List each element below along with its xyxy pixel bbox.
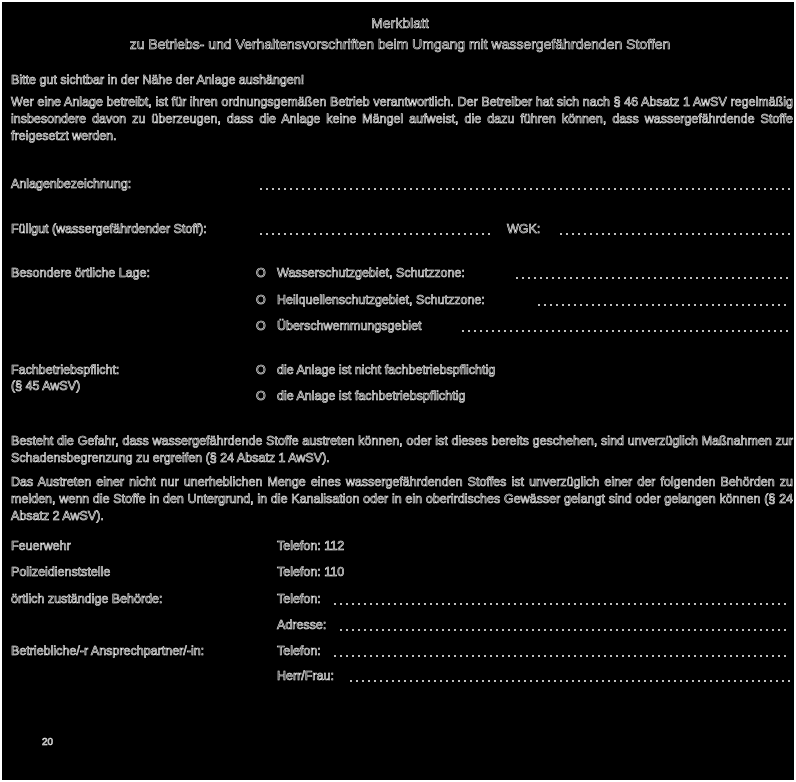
wgk-label: WGK: [507,222,541,236]
anlagenbezeichnung-label: Anlagenbezeichnung: [11,177,132,191]
ansprechpartner-telefon-label: Telefon: [277,644,321,658]
ansprechpartner-label: Betriebliche/-r Ansprechpartner/-in: [11,644,205,658]
nicht-fachbetrieb-label: die Anlage ist nicht fachbetriebspflichtig [277,363,496,377]
ueberschwemmung-label: Überschwemmungsgebiet [277,319,422,333]
polizei-label: Polizeidienststelle [11,565,111,579]
fuellgut-field[interactable] [258,233,494,235]
fachbetrieb-radio[interactable]: O [256,389,266,403]
danger-paragraph: Besteht die Gefahr, dass wassergefährdende Stoffe austreten können, oder ist dieses bereits geschehen, sind unverzüglich Maßnahmen zur Schadensbegrenzung zu ergreifen (§ 24 Absatz 1 AwSV). [11,434,793,465]
ueberschwemmung-radio[interactable]: O [256,319,266,333]
fachbetrieb-label: Fachbetriebspflicht: [11,363,120,377]
page-title: Merkblatt [371,15,429,31]
ueberschwemmung-field[interactable] [460,330,790,332]
display-notice: Bitte gut sichtbar in der Nähe der Anlage aushängen! [11,73,305,87]
intro-paragraph: Wer eine Anlage betreibt, ist für ihren ordnungsgemäßen Betrieb verantwortlich. Der Betreiber hat sich nach § 46 Absatz 1 AwSV regelmäßig insbesondere davon zu überzeugen, dass die Anlage keine Mängel aufweist, die dazu führen können, dass wassergefährdende Stoffe freigesetzt werden. [11,95,793,143]
fuellgut-label: Füllgut (wassergefährdender Stoff): [11,222,207,236]
nicht-fachbetrieb-radio[interactable]: O [256,363,266,377]
wgk-field[interactable] [558,233,790,235]
herrfrau-label: Herr/Frau: [277,669,334,683]
feuerwehr-label: Feuerwehr [11,539,71,553]
feuerwehr-phone: Telefon: 112 [277,539,345,553]
wasserschutz-zone-field[interactable] [514,277,790,279]
behoerde-telefon-field[interactable] [332,603,790,605]
fachbetrieb-ref: (§ 45 AwSV) [11,379,81,393]
page-subtitle: zu Betriebs- und Verhaltensvorschriften beim Umgang mit wassergefährdenden Stoffen [129,36,671,52]
page-number: 20 [42,737,54,748]
polizei-phone: Telefon: 110 [277,565,345,579]
anlagenbezeichnung-field[interactable] [258,188,790,190]
behoerde-telefon-label: Telefon: [277,592,321,606]
behoerde-adresse-label: Adresse: [277,618,327,632]
wasserschutz-label: Wasserschutzgebiet, Schutzzone: [277,266,465,280]
behoerde-adresse-field[interactable] [338,629,790,631]
heilquellen-label: Heilquellenschutzgebiet, Schutzzone: [277,293,485,307]
report-paragraph: Das Austreten einer nicht nur unerheblichen Menge eines wassergefährdenden Stoffes ist unverzüglich einer der folgenden Behörden zu melden, wenn die Stoffe in den Untergrund, in die Kanalisation oder in ein oberirdisches Gewässer gelangt sind oder gelangen können (§ 24 Absatz 2 AwSV). [11,475,793,523]
behoerde-label: örtlich zuständige Behörde: [11,592,163,606]
fachbetrieb-option-label: die Anlage ist fachbetriebspflichtig [277,389,466,403]
wasserschutz-radio[interactable]: O [256,266,266,280]
heilquellen-zone-field[interactable] [536,304,790,306]
ansprechpartner-telefon-field[interactable] [332,655,790,657]
herrfrau-field[interactable] [348,680,790,682]
lage-label: Besondere örtliche Lage: [11,266,150,280]
heilquellen-radio[interactable]: O [256,293,266,307]
